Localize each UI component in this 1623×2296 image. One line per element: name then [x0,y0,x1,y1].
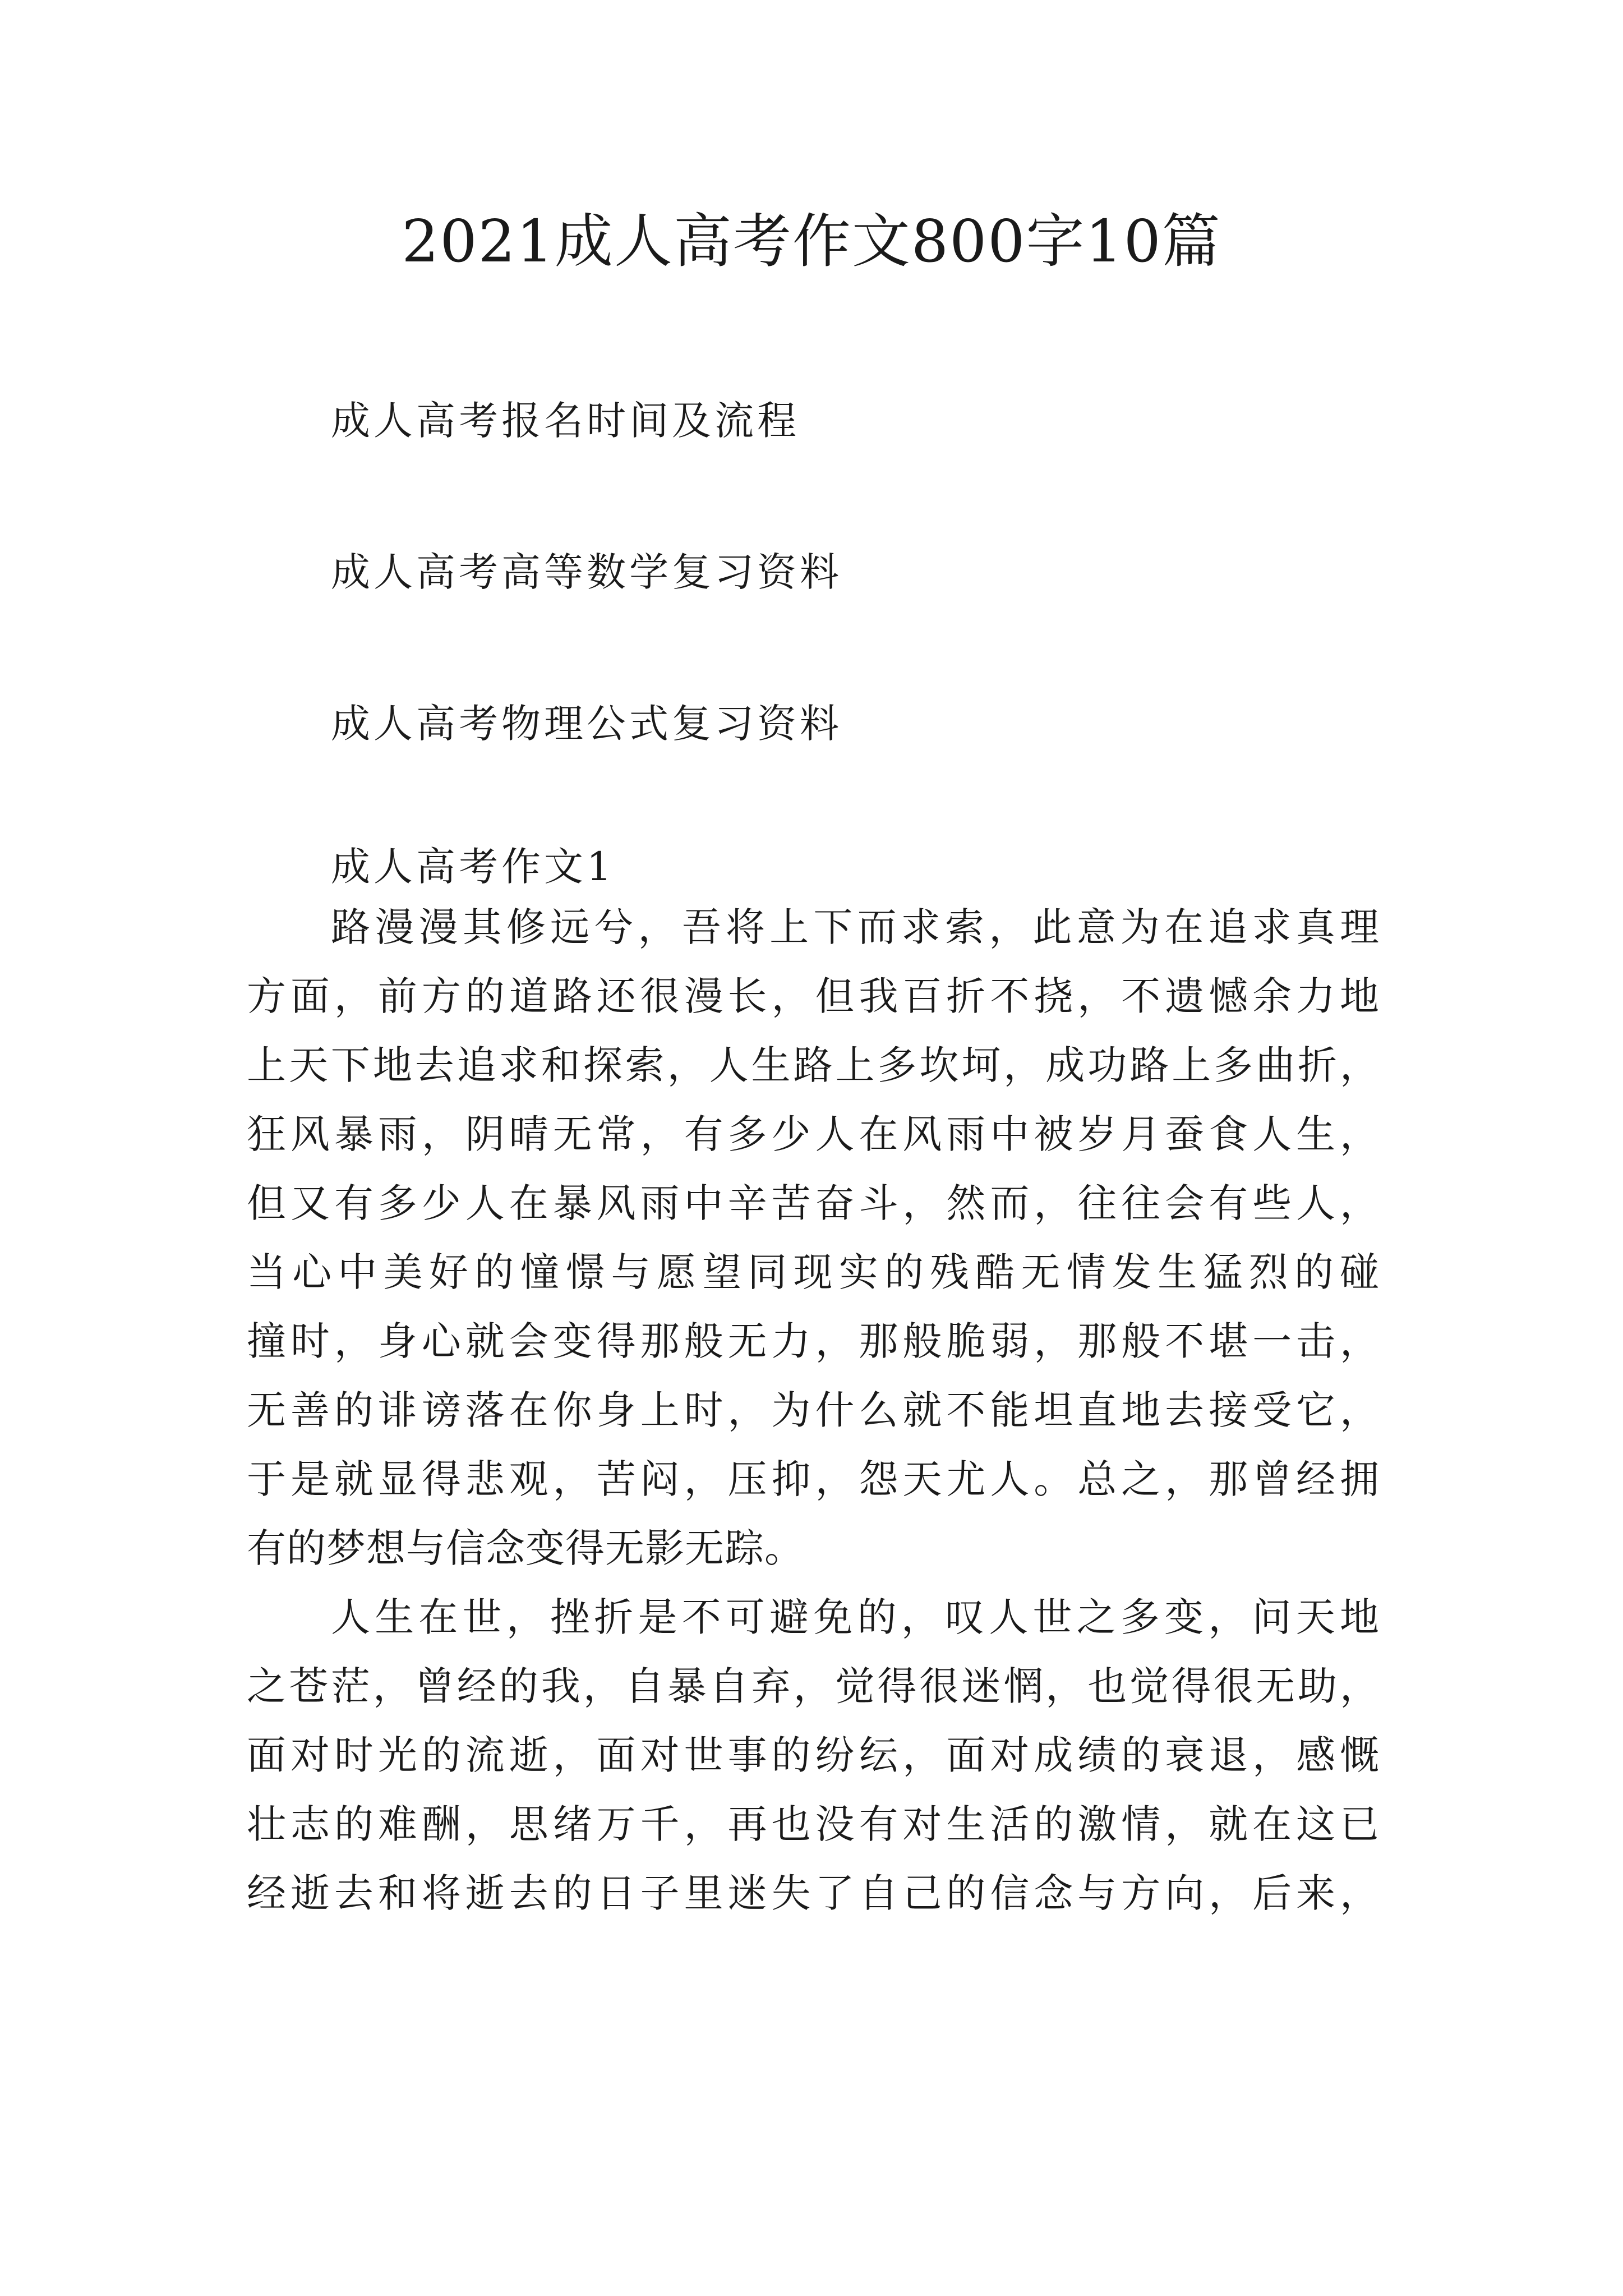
paragraph-line: 方面，前方的道路还很漫长，但我百折不挠，不遗憾余力地 [247,973,1380,1019]
paragraph-line: 狂风暴雨，阴晴无常，有多少人在风雨中被岁月蚕食人生， [247,1111,1380,1157]
paragraph-line: 有的梦想与信念变得无影无踪。 [247,1525,804,1571]
paragraph-line: 上天下地去追求和探索，人生路上多坎坷，成功路上多曲折， [247,1042,1380,1088]
paragraph [247,893,1380,1583]
section-heading: 成人高考作文1 [331,844,615,890]
link-registration-process[interactable]: 成人高考报名时间及流程 [331,398,800,444]
paragraph-line: 路漫漫其修远兮，吾将上下而求索，此意为在追求真理 [331,904,1380,950]
paragraph-line: 但又有多少人在暴风雨中辛苦奋斗，然而，往往会有些人， [247,1180,1380,1226]
paragraph-line: 面对时光的流逝，面对世事的纷纭，面对成绩的衰退，感慨 [247,1732,1380,1778]
paragraph-line: 撞时，身心就会变得那般无力，那般脆弱，那般不堪一击， [247,1318,1380,1364]
paragraph-line: 于是就显得悲观，苦闷，压抑，怨天尤人。总之，那曾经拥 [247,1456,1380,1502]
paragraph-line: 人生在世，挫折是不可避免的，叹人世之多变，问天地 [331,1594,1380,1640]
link-math-review[interactable]: 成人高考高等数学复习资料 [331,549,842,595]
essay-body [247,893,1380,1928]
paragraph-line: 无善的诽谤落在你身上时，为什么就不能坦直地去接受它， [247,1387,1380,1433]
paragraph-line: 当心中美好的憧憬与愿望同现实的残酷无情发生猛烈的碰 [247,1249,1380,1295]
paragraph-line: 壮志的难酬，思绪万千，再也没有对生活的激情，就在这已 [247,1801,1380,1847]
link-physics-review[interactable]: 成人高考物理公式复习资料 [331,701,842,747]
paragraph-line: 经逝去和将逝去的日子里迷失了自己的信念与方向，后来， [247,1870,1380,1916]
paragraph-line: 之苍茫，曾经的我，自暴自弃，觉得很迷惘，也觉得很无助， [247,1663,1380,1709]
document-title: 2021成人高考作文800字10篇 [402,207,1221,275]
paragraph [247,1583,1380,1928]
